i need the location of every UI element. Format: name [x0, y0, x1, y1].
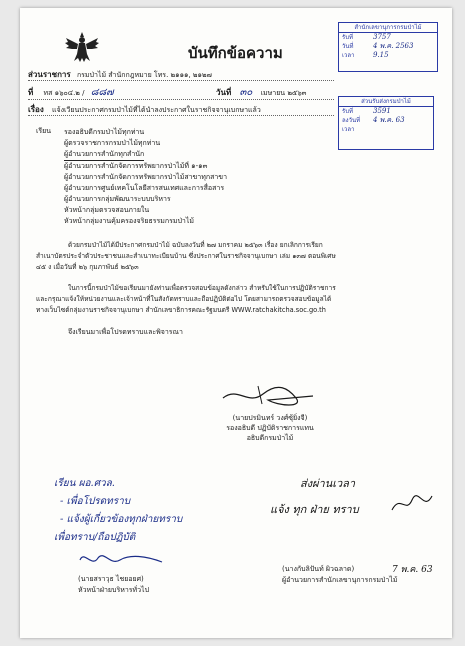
agency-line: ส่วนราชการ กรมป่าไม้ สำนักกฎหมาย โทร. ๒๑๑๑, ๒๑๒๗	[28, 70, 212, 79]
admin-head-position: หัวหน้าฝ่ายบริหารทั่วไป	[78, 586, 150, 594]
handwritten-note: - เพื่อโปรดทราบ	[60, 496, 131, 507]
body-paragraph-1: ด้วยกรมป่าไม้ได้มีประกาศกรมป่าไม้ ฉบับลงวันที่ ๒๗ มกราคม ๒๕๖๓ เรื่อง ยกเลิกการเรียก สำเนาบัตรประจำตัวประชาชนและสำเนาทะเบียนบ้าน ซึ่งประกาศในราชกิจจานุเบกษา เล่ม ๑๓๗ ตอนพิเศษ ๔๕ ง เมื่อวันที่ ๒๖ กุมภาพันธ์ ๒๕๖๓	[36, 241, 336, 271]
recipient-item: รองอธิบดีกรมป่าไม้ทุกท่าน	[64, 128, 145, 136]
body-paragraph-2: ในการนี้กรมป่าไม้ขอเรียนมายังท่านเพื่อตรวจสอบข้อมูลดังกล่าว สำหรับใช้ในการปฏิบัติราชการ และกรุณาแจ้งให้หน่วยงานและเจ้าหน้าที่ในสังกัดทราบและถือปฏิบัติต่อไป โดยสามารถตรวจสอบข้อมูลได้ ทางเว็บไซต์กลุ่มงานราชกิจจานุเบกษา สำนักเลขาธิการคณะรัฐมนตรี WWW.ratchakitcha.soc.go.th	[36, 284, 336, 314]
ref-number: ๘๘๗	[90, 87, 114, 98]
recipient-item: ผู้อำนวยการสำนักจัดการทรัพยากรป่าไม้สาขาทุกสาขา	[64, 173, 228, 181]
admin-head-name: (นายสราวุธ ไชยอยศ)	[78, 575, 144, 583]
stamp-row: ลงวันที่ 4 พ.ค. 63	[342, 116, 405, 124]
handwritten-note: ส่งผ่านเวลา	[300, 477, 356, 490]
received-stamp-records	[338, 96, 434, 150]
memo-page	[20, 8, 452, 638]
garuda-emblem-icon	[64, 30, 100, 64]
signatory-block	[212, 413, 328, 443]
signature-image	[218, 380, 318, 410]
handwritten-note: เรียน ผอ.ศวล.	[54, 478, 115, 489]
reference-line: ที่ ทส ๑๖๐๔.๒ / ๘๘๗	[28, 87, 114, 98]
stamp-row: รับที่ 3757	[342, 33, 391, 41]
subject-line: เรื่อง แจ้งเวียนประกาศกรมป่าไม้ที่ได้นำลงประกาศในราชกิจจานุเบกษาแล้ว	[28, 105, 261, 114]
handwritten-note: แจ้ง ทุก ฝ่าย ทราบ	[270, 503, 359, 516]
recipient-item: หัวหน้ากลุ่มตรวจสอบภายใน	[64, 206, 150, 214]
stamp-title: สำนักเลขานุการกรมป่าไม้	[339, 23, 437, 33]
received-stamp-secretariat	[338, 22, 438, 72]
recipient-item: ผู้อำนวยการกลุ่มพัฒนาระบบบริหาร	[64, 195, 171, 203]
signature-image	[76, 548, 166, 570]
recipient-item: ผู้อำนวยการสำนักทุกสำนัก	[64, 149, 144, 161]
handwritten-signature-image	[390, 490, 434, 518]
signatory-position: อธิบดีกรมป่าไม้	[246, 434, 294, 442]
stamp-title: ส่วนรับส่งกรมป่าไม้	[339, 97, 433, 107]
recipients-list	[64, 127, 227, 227]
date-line: วันที่ ๓๐ เมษายน ๒๕๖๓	[216, 87, 307, 98]
handwritten-note: - แจ้งผู้เกี่ยวข้องทุกฝ่ายทราบ	[60, 514, 183, 525]
admin-head-block	[78, 574, 149, 596]
handwritten-date: 7 พ.ค. 63	[392, 565, 433, 575]
director-position: ผู้อำนวยการสำนักเลขานุการกรมป่าไม้	[282, 576, 398, 584]
recipient-item: ผู้ตรวจราชการกรมป่าไม้ทุกท่าน	[64, 139, 161, 147]
signatory-name: (นายปรมินทร์ วงศ์ซุ้ยิ่งจี)	[232, 414, 308, 422]
director-name: (นางกับลิปันท์ ผิวฉลาด)	[282, 565, 355, 573]
secretariat-director-block	[282, 564, 397, 586]
memo-title: บันทึกข้อความ	[188, 44, 283, 62]
stamp-row: เวลา 9.15	[342, 51, 389, 59]
handwritten-note: เพื่อทราบ/ถือปฏิบัติ	[54, 532, 136, 543]
recipient-item: ผู้อำนวยการสำนักจัดการทรัพยากรป่าไม้ที่ ๑-๑๓	[64, 162, 208, 170]
stamp-row: วันที่ 4 พ.ค. 2563	[342, 42, 414, 50]
stamp-row: เวลา	[342, 126, 355, 133]
closing-line: จึงเรียนมาเพื่อโปรดทราบและพิจารณา	[68, 328, 183, 336]
signatory-position: รองอธิบดี ปฏิบัติราชการแทน	[226, 424, 314, 432]
recipients-label: เรียน	[36, 127, 52, 135]
recipient-item: หัวหน้ากลุ่มงานคุ้มครองจริยธรรมกรมป่าไม้	[64, 217, 195, 225]
stamp-row: รับที่ 3591	[342, 107, 391, 115]
recipient-item: ผู้อำนวยการศูนย์เทคโนโลยีสารสนเทศและการสื่อสาร	[64, 184, 225, 192]
